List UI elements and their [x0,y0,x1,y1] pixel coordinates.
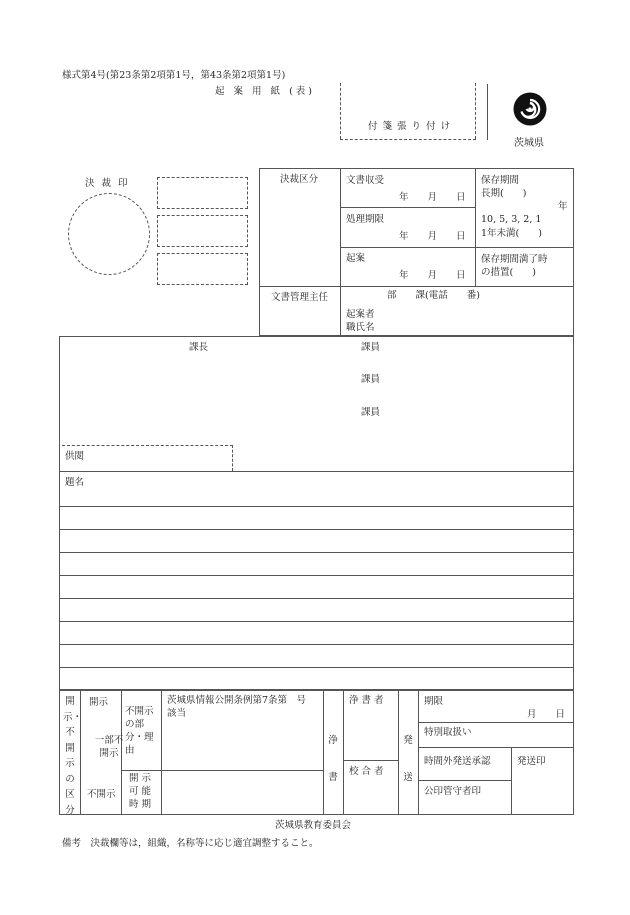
seal-box-3 [157,253,248,285]
expiry-measure: の措置( ) [481,267,536,278]
deadline-label: 期限 [424,696,444,707]
dispatch-seal-label: 発送印 [517,756,546,767]
retention-title: 保存期間 [481,175,520,186]
deadline-date: 月 日 [527,709,566,720]
ordinance-line-1: 茨城県情報公開条例第7条第 号 [167,695,307,706]
dept-line: 部 課(電話 番) [387,290,480,301]
clean-copier-label: 浄 書 者 [349,695,384,706]
special-handling-label: 特別取扱い [424,727,472,738]
clean-copy-label: 浄書 [328,735,338,783]
drafter-name: 職氏名 [346,322,375,333]
doc-received-label: 文書収受 [346,175,385,186]
circulation-label: 供閲 [65,451,85,462]
manager-label: 文書管理主任 [271,292,329,303]
disclosure-category-label: 開示・不開示の区分 [63,696,83,816]
footer-note: 備考 決裁欄等は，組織，名称等に応じ適宜調整すること。 [62,838,319,849]
dispatch-label: 発送 [403,735,413,783]
sticky-note-area [340,83,476,140]
sticky-note-label: 付 箋 張 り 付 け [368,121,452,132]
processing-deadline-label: 処理期限 [346,214,385,225]
undisclosed-reason-label: 不開示の部分・理由 [125,706,154,756]
staff-label-1: 課員 [361,342,381,353]
approval-seal-circle [68,193,150,275]
form-title: 起 案 用 紙 (表) [215,86,315,97]
seal-keeper-label: 公印管守者印 [424,786,482,797]
board-name: 茨城県教育委員会 [275,820,352,831]
seal-box-1 [157,177,248,209]
circulation-divider [62,445,233,446]
proofreader-label: 校 合 者 [349,766,384,777]
option-partial-undisclosed-line [94,734,124,760]
after-hours-approval-label: 時間外発送承認 [424,756,491,767]
retention-periods: 10, 5, 3, 2, 1 [481,214,542,225]
doc-received-date: 年 月 日 [399,192,466,203]
subject-section [59,471,574,690]
retention-long-term: 長期( ) [481,188,527,199]
drafted-date: 年 月 日 [399,270,466,281]
subject-label: 題名 [65,477,85,488]
possible-period-line-3: 時 期 [129,799,152,810]
staff-label-3: 課員 [361,407,381,418]
seal-box-2 [157,215,248,247]
possible-period-line-1: 開 示 [129,773,152,784]
ordinance-line-2: 該当 [167,708,187,719]
possible-period-line-2: 可 能 [129,786,152,797]
option-undisclosed: 不開示 [87,789,116,800]
option-partial-undisclosed: 一部不開示 [94,735,124,759]
drafter-title: 起案者 [346,309,375,320]
decision-category-label: 決裁区分 [280,174,319,185]
form-number: 様式第4号(第23条第2項第1号，第43条第2項第1号) [62,70,286,81]
processing-deadline-date: 年 月 日 [399,231,466,242]
section-chief-label: 課長 [189,342,209,353]
drafted-label: 起案 [346,253,366,264]
retention-under-one-year: 1年未満( ) [481,228,542,239]
option-disclose: 開示 [89,697,109,708]
prefecture-emblem-icon [513,92,547,126]
retention-year: 年 [558,201,568,212]
prefecture-name: 茨城県 [514,138,544,149]
header-divider [487,84,488,140]
approval-seal-label: 決 裁 印 [85,178,130,189]
approvers-section [59,336,574,472]
staff-label-2: 課員 [361,374,381,385]
expiry-title: 保存期間満了時 [481,254,548,265]
